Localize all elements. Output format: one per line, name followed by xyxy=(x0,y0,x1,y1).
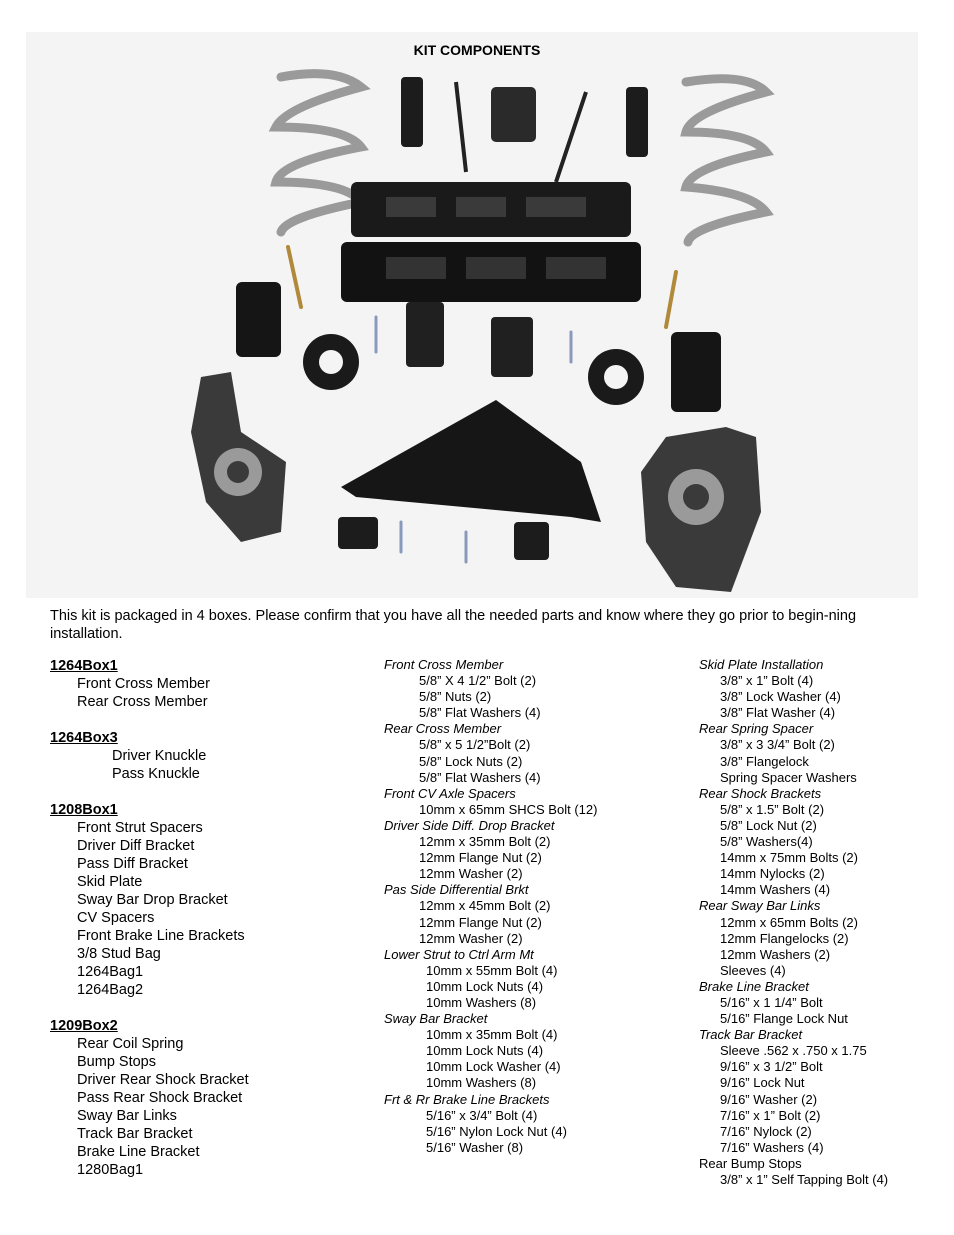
hardware-group-title: Front CV Axle Spacers xyxy=(384,785,516,801)
hardware-item: Sleeves (4) xyxy=(720,962,786,978)
hardware-list-right xyxy=(699,657,939,1188)
driver-diff-bracket-icon xyxy=(236,282,281,357)
hardware-item: 12mm Washer (2) xyxy=(419,930,523,946)
hardware-group-title: Track Bar Bracket xyxy=(699,1027,803,1043)
box-item: Driver Knuckle xyxy=(112,748,207,764)
box-item: Track Bar Bracket xyxy=(77,1126,193,1142)
hardware-group-title: Lower Strut to Ctrl Arm Mt xyxy=(384,946,534,962)
kit-parts-illustration xyxy=(26,32,918,598)
hardware-item: 5/8” Flat Washers (4) xyxy=(419,769,541,785)
hardware-item: 12mm Flange Nut (2) xyxy=(419,914,542,930)
hardware-item: 12mm Washers (2) xyxy=(720,946,831,962)
hardware-group-title: Front Cross Member xyxy=(384,657,504,672)
hardware-item: 5/16” Washer (8) xyxy=(426,1139,524,1155)
hardware-item: 10mm Lock Washer (4) xyxy=(426,1059,561,1075)
hardware-item: 5/16” x 3/4” Bolt (4) xyxy=(426,1107,538,1123)
driver-knuckle-icon xyxy=(191,372,286,542)
box-item: Pass Rear Shock Bracket xyxy=(77,1090,243,1106)
box-item: Bump Stops xyxy=(77,1054,156,1070)
box-item: Front Brake Line Brackets xyxy=(77,928,245,944)
hardware-group-title: Rear Bump Stops xyxy=(699,1155,802,1171)
hardware-item: 10mm x 35mm Bolt (4) xyxy=(426,1027,558,1043)
box-section xyxy=(50,657,370,711)
hardware-item: 10mm x 55mm Bolt (4) xyxy=(426,962,558,978)
right-coil-spring-icon xyxy=(686,79,766,242)
hardware-item: 5/8” X 4 1/2” Bolt (2) xyxy=(419,673,537,689)
box-item: 1264Bag1 xyxy=(77,964,144,980)
hardware-group-title: Driver Side Diff. Drop Bracket xyxy=(384,817,555,833)
hardware-item: 9/16” x 3 1/2” Bolt xyxy=(720,1059,823,1075)
shock-bracket-icon xyxy=(401,77,423,147)
hardware-group-title: Brake Line Bracket xyxy=(699,978,809,994)
box-item: 3/8 Stud Bag xyxy=(77,946,161,962)
hardware-item: 10mm Lock Nuts (4) xyxy=(426,978,544,994)
box-title: 1209Box2 xyxy=(50,1018,118,1034)
box-item: Brake Line Bracket xyxy=(77,1144,200,1160)
hardware-item: 12mm Flangelocks (2) xyxy=(720,930,849,946)
box-list xyxy=(50,657,370,1197)
skid-plate-icon xyxy=(341,400,601,522)
hardware-group-title: Rear Spring Spacer xyxy=(699,721,814,737)
hardware-item: 3/8” Flangelock xyxy=(720,753,809,769)
sway-link-icon xyxy=(556,92,586,182)
hardware-item: Spring Spacer Washers xyxy=(720,769,857,785)
hardware-item: 5/8” Nuts (2) xyxy=(419,689,492,705)
hardware-item: 5/8” x 1.5” Bolt (2) xyxy=(720,801,825,817)
box-item: 1264Bag2 xyxy=(77,982,144,998)
hardware-item: 5/8” Lock Nut (2) xyxy=(720,817,817,833)
hardware-item: 5/16” Flange Lock Nut xyxy=(720,1011,848,1027)
box-title: 1208Box1 xyxy=(50,802,118,818)
left-coil-spring-icon xyxy=(276,74,361,232)
box-item: 1280Bag1 xyxy=(77,1162,144,1178)
rear-cross-member-icon xyxy=(341,242,641,302)
hardware-item: 9/16” Washer (2) xyxy=(720,1091,818,1107)
hardware-item: 5/8” x 5 1/2”Bolt (2) xyxy=(419,737,531,753)
box-item: Pass Knuckle xyxy=(112,766,200,782)
hardware-item: 3/8” x 3 3/4” Bolt (2) xyxy=(720,737,835,753)
hardware-item: 9/16” Lock Nut xyxy=(720,1075,805,1091)
hardware-item: 5/8” Washers(4) xyxy=(720,834,813,850)
box-item: Driver Rear Shock Bracket xyxy=(77,1072,249,1088)
track-bar-bracket-icon xyxy=(491,87,536,142)
box-item: CV Spacers xyxy=(77,910,155,926)
box-item: Sway Bar Links xyxy=(77,1108,177,1124)
box-title: 1264Box3 xyxy=(50,730,118,746)
hardware-item: 5/16” x 1 1/4” Bolt xyxy=(720,994,823,1010)
hardware-item: 10mm Lock Nuts (4) xyxy=(426,1043,544,1059)
box-section xyxy=(50,801,370,999)
hardware-item: 5/8” Lock Nuts (2) xyxy=(419,753,523,769)
hardware-item: 10mm Washers (8) xyxy=(426,994,537,1010)
bump-stop-icon xyxy=(338,517,378,549)
hardware-item: 10mm x 65mm SHCS Bolt (12) xyxy=(419,801,598,817)
hardware-item: 7/16” Nylock (2) xyxy=(720,1123,812,1139)
box-section xyxy=(50,1017,370,1179)
hardware-item: 5/16” Nylon Lock Nut (4) xyxy=(426,1123,567,1139)
hardware-item: 10mm Washers (8) xyxy=(426,1075,537,1091)
front-cross-member-icon xyxy=(351,182,631,237)
box-item: Driver Diff Bracket xyxy=(77,838,195,854)
kit-components-photo xyxy=(26,32,918,598)
hardware-item: 5/8” Flat Washers (4) xyxy=(419,705,541,721)
hardware-item: 12mm x 65mm Bolts (2) xyxy=(720,914,858,930)
hardware-item: 7/16” Washers (4) xyxy=(720,1139,824,1155)
box-item: Front Cross Member xyxy=(77,676,210,692)
box-item: Rear Coil Spring xyxy=(77,1036,184,1052)
hardware-item: 12mm x 45mm Bolt (2) xyxy=(419,898,551,914)
hardware-item: 14mm x 75mm Bolts (2) xyxy=(720,850,858,866)
box-section xyxy=(50,729,370,783)
pass-diff-bracket-icon xyxy=(671,332,721,412)
hardware-group-title: Rear Sway Bar Links xyxy=(699,898,821,914)
box-title: 1264Box1 xyxy=(50,658,118,674)
hardware-group-title: Pas Side Differential Brkt xyxy=(384,882,529,898)
hardware-item: 7/16” x 1” Bolt (2) xyxy=(720,1107,821,1123)
box-item: Skid Plate xyxy=(77,874,143,890)
hardware-item: 3/8” Flat Washer (4) xyxy=(720,705,836,721)
hardware-group-title: Rear Cross Member xyxy=(384,721,502,737)
page-title: KIT COMPONENTS xyxy=(413,42,541,58)
hardware-item: 14mm Nylocks (2) xyxy=(720,866,825,882)
box-item: Front Strut Spacers xyxy=(77,820,203,836)
bump-stop-icon xyxy=(514,522,549,560)
hardware-group-title: Sway Bar Bracket xyxy=(384,1011,488,1027)
hardware-item: 12mm Washer (2) xyxy=(419,866,523,882)
sway-link-icon xyxy=(456,82,466,172)
hardware-group-title: Frt & Rr Brake Line Brackets xyxy=(384,1091,550,1107)
hardware-item: 3/8” Lock Washer (4) xyxy=(720,689,841,705)
hardware-item: 12mm x 35mm Bolt (2) xyxy=(419,834,551,850)
hardware-item: 3/8” x 1” Self Tapping Bolt (4) xyxy=(720,1172,889,1187)
hardware-group-title: Skid Plate Installation xyxy=(699,657,824,672)
box-item: Pass Diff Bracket xyxy=(77,856,188,872)
hardware-item: 12mm Flange Nut (2) xyxy=(419,850,542,866)
hardware-item: 14mm Washers (4) xyxy=(720,882,831,898)
cv-spacer-icon xyxy=(406,302,444,367)
hardware-list-middle xyxy=(384,657,684,1156)
hardware-group-title: Rear Shock Brackets xyxy=(699,785,822,801)
cv-spacer-icon xyxy=(491,317,533,377)
pass-knuckle-icon xyxy=(641,427,761,592)
hardware-item: 3/8” x 1” Bolt (4) xyxy=(720,673,814,689)
box-item: Rear Cross Member xyxy=(77,694,208,710)
hardware-item: Sleeve .562 x .750 x 1.75 xyxy=(720,1043,867,1059)
shock-bracket-icon xyxy=(626,87,648,157)
box-item: Sway Bar Drop Bracket xyxy=(77,892,228,908)
intro-paragraph: This kit is packaged in 4 boxes. Please confirm that you have all the needed parts and know where they go prior to begin-ning installation. xyxy=(50,608,857,642)
